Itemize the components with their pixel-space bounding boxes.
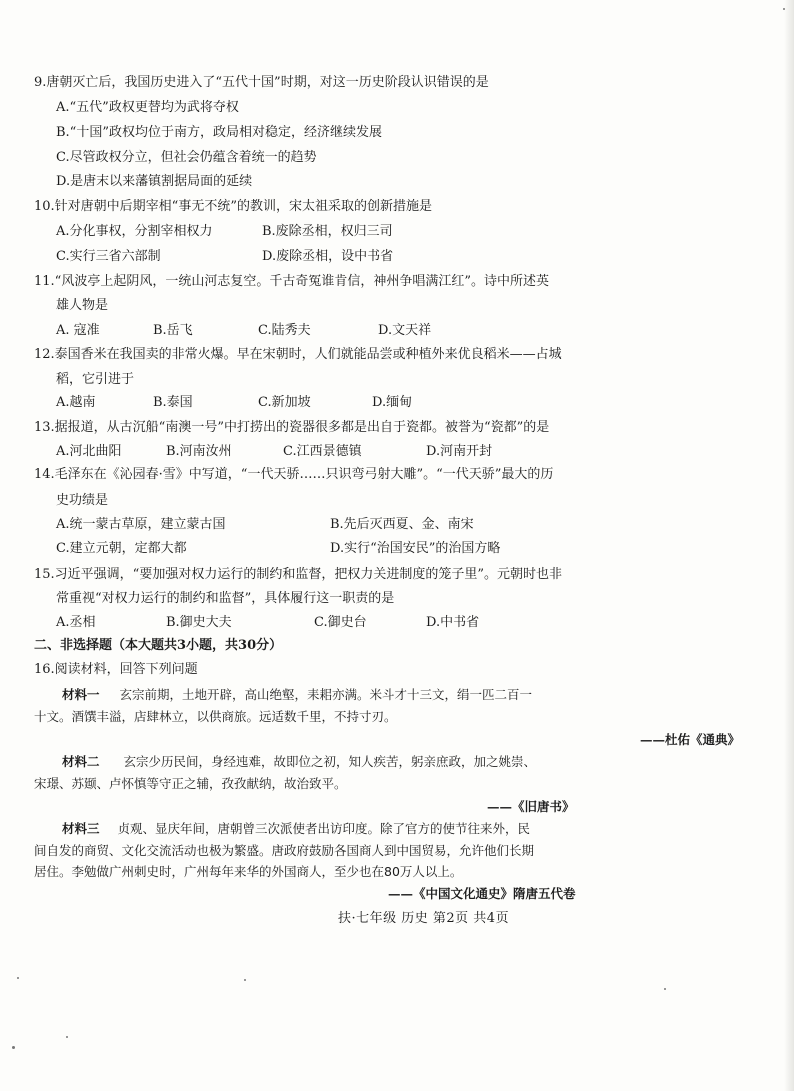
scan-speck: [664, 988, 666, 990]
material3-line3: 居住。李勉做广州刺史时，广州每年来华的外国商人，至少也在80万人以上。: [34, 864, 463, 879]
q12-stem-line2: 稻，它引进于: [56, 372, 135, 387]
section-heading: 二、非选择题（本大题共3小题，共30分）: [34, 638, 283, 653]
q9-option-a: A.“五代”政权更替均为武将夺权: [56, 100, 239, 115]
q15-option-d: D.中书省: [426, 615, 480, 630]
material1-source: ——杜佑《通典》: [640, 732, 741, 747]
q12-stem-line1: 12.泰国香米在我国卖的非常火爆。早在宋朝时，人们就能品尝或种植外来优良稻米——占城: [34, 347, 562, 362]
material2-line2: 宋璟、苏颋、卢怀慎等守正之辅，孜孜献纳，故治致平。: [34, 776, 347, 791]
material1-text1: 玄宗前期，土地开辟，高山绝壑，耒耜亦满。米斗才十三文，绢一匹二百一: [119, 687, 532, 702]
q10-option-d: D.废除丞相，设中书省: [262, 249, 394, 264]
q14-stem-line2: 史功绩是: [56, 493, 109, 508]
q10-option-b: B.废除丞相，权归三司: [262, 224, 393, 239]
q11-option-d: D.文天祥: [378, 323, 432, 338]
q10-option-a: A.分化事权，分割宰相权力: [56, 224, 213, 239]
material3-label: 材料三: [62, 821, 100, 836]
q10-stem: 10.针对唐朝中后期宰相“事无不统”的教训，宋太祖采取的创新措施是: [34, 199, 432, 214]
material2-source: ——《旧唐书》: [487, 799, 575, 814]
material3-line2: 间自发的商贸、文化交流活动也极为繁盛。唐政府鼓励各国商人到中国贸易，允许他们长期: [34, 843, 535, 858]
q13-option-c: C.江西景德镇: [283, 444, 362, 459]
q14-option-a: A.统一蒙古草原，建立蒙古国: [56, 517, 226, 532]
q11-option-c: C.陆秀夫: [258, 323, 311, 338]
q15-option-b: B.御史大夫: [166, 615, 232, 630]
q16-prompt: 16.阅读材料，回答下列问题: [34, 662, 198, 677]
q12-option-c: C.新加坡: [258, 395, 311, 410]
q9-option-c: C.尽管政权分立，但社会仍蕴含着统一的趋势: [56, 150, 317, 165]
q13-option-a: A.河北曲阳: [56, 444, 122, 459]
q14-option-d: D.实行“治国安民”的治国方略: [330, 541, 501, 556]
q14-option-c: C.建立元朝，定都大都: [56, 541, 187, 556]
q15-option-c: C.御史台: [314, 615, 367, 630]
scan-speck: [66, 1036, 68, 1038]
q12-option-d: D.缅甸: [372, 395, 413, 410]
material1-line1: [62, 686, 532, 704]
q11-stem-line2: 雄人物是: [56, 298, 109, 313]
q9-option-d: D.是唐末以来藩镇割据局面的延续: [56, 174, 253, 189]
q11-stem-line1: 11.“风波亭上起阴风，一统山河志复空。千古奇冤谁肯信，神州争唱满江红”。诗中所述英: [34, 274, 549, 289]
q15-stem-line2: 常重视“对权力运行的制约和监督”，具体履行这一职责的是: [56, 591, 395, 606]
material3-text1: 贞观、显庆年间，唐朝曾三次派使者出访印度。除了官方的使节往来外，民: [117, 821, 530, 836]
material3-line1: [62, 820, 530, 838]
q14-option-b: B.先后灭西夏、金、南宋: [330, 517, 474, 532]
scan-speck: [12, 1046, 15, 1049]
scan-speck: [244, 979, 246, 981]
material2-line1: [62, 753, 536, 771]
scan-speck: [783, 8, 785, 10]
material3-source: ——《中国文化通史》隋唐五代卷: [388, 886, 576, 901]
q13-option-b: B.河南汝州: [166, 444, 232, 459]
material2-label: 材料二: [62, 754, 100, 769]
q9-stem: 9.唐朝灭亡后，我国历史进入了“五代十国”时期，对这一历史阶段认识错误的是: [34, 75, 489, 90]
scan-speck: [17, 977, 19, 979]
q12-option-b: B.泰国: [153, 395, 193, 410]
page-edge-shadow: [784, 0, 794, 1091]
q13-stem: 13.据报道，从古沉船“南澳一号”中打捞出的瓷器很多都是出自于瓷都。被誉为“瓷都”的是: [34, 420, 550, 435]
q14-stem-line1: 14.毛泽东在《沁园春·雪》中写道，“一代天骄……只识弯弓射大雕”。“一代天骄”最大的历: [34, 467, 554, 482]
page-footer: 扶·七年级 历史 第2页 共4页: [338, 911, 510, 926]
q13-option-d: D.河南开封: [426, 444, 493, 459]
material1-label: 材料一: [62, 687, 100, 702]
q15-stem-line1: 15.习近平强调，“要加强对权力运行的制约和监督，把权力关进制度的笼子里”。元朝时也非: [34, 567, 562, 582]
q11-option-b: B.岳飞: [153, 323, 193, 338]
material1-line2: 十文。酒馔丰溢，店肆林立，以供商旅。远适数千里，不持寸刃。: [34, 709, 397, 724]
q15-option-a: A.丞相: [56, 615, 96, 630]
q10-option-c: C.实行三省六部制: [56, 249, 161, 264]
material2-text1: 玄宗少历民间，身经迍难，故即位之初，知人疾苦，躬亲庶政，加之姚崇、: [123, 754, 536, 769]
q9-option-b: B.“十国”政权均位于南方，政局相对稳定，经济继续发展: [56, 125, 382, 140]
q12-option-a: A.越南: [56, 395, 96, 410]
q11-option-a: A. 寇准: [56, 323, 100, 338]
